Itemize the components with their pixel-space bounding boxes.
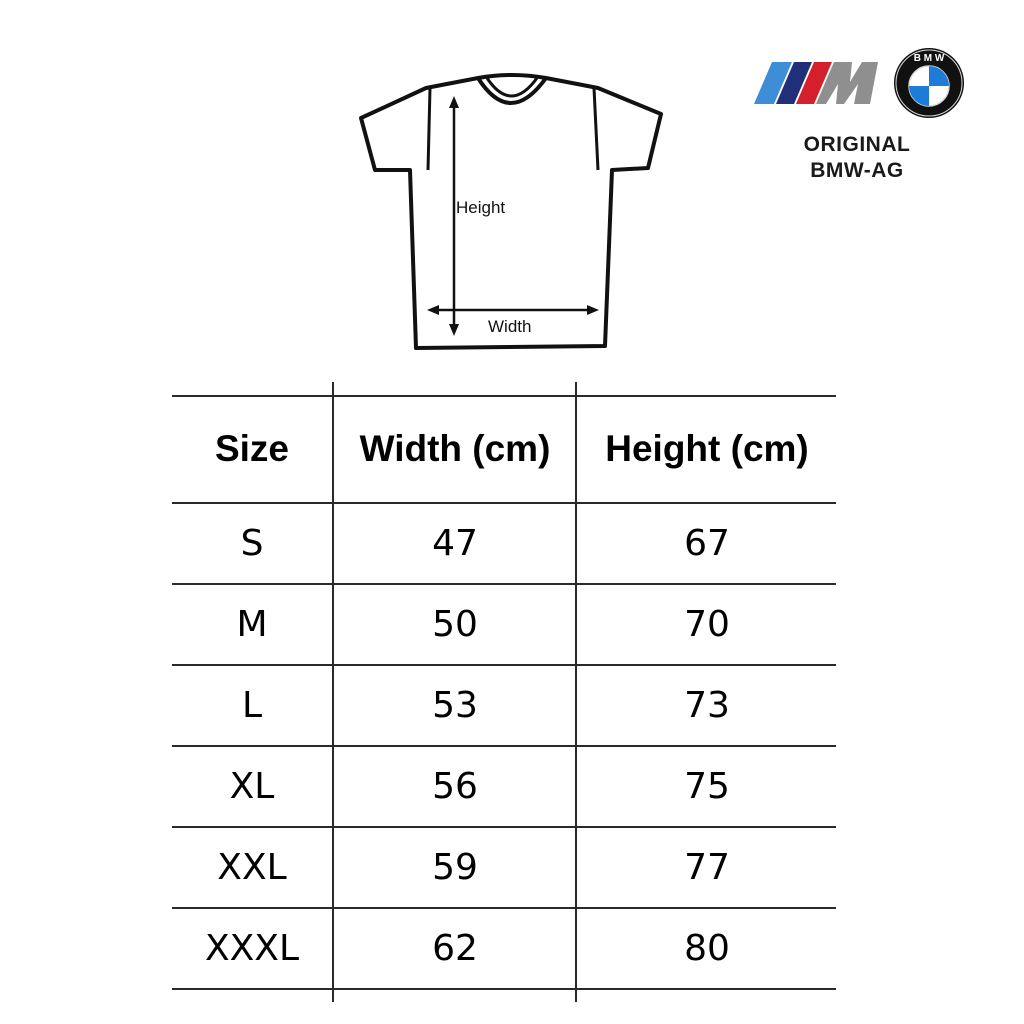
brand-line-bmw-ag: BMW-AG bbox=[810, 159, 904, 182]
size-cell: L bbox=[241, 685, 263, 726]
size-cell: M bbox=[236, 604, 268, 645]
size-chart-table bbox=[172, 382, 836, 1002]
header-width: Width (cm) bbox=[359, 428, 551, 469]
height-cell: 70 bbox=[684, 604, 730, 645]
brand-text bbox=[748, 132, 966, 184]
bmw-m-logo bbox=[752, 60, 878, 106]
brand-logos bbox=[748, 44, 970, 190]
svg-text:B M W: B M W bbox=[913, 53, 945, 64]
height-cell: 75 bbox=[684, 766, 730, 807]
width-cell: 62 bbox=[432, 928, 478, 969]
height-arrow-label: Height bbox=[456, 198, 506, 217]
tshirt-outline-diagram bbox=[350, 66, 674, 358]
width-cell: 59 bbox=[432, 847, 478, 888]
width-cell: 56 bbox=[432, 766, 478, 807]
width-cell: 50 bbox=[432, 604, 478, 645]
bmw-roundel-logo bbox=[892, 46, 966, 120]
brand-line-original: ORIGINAL bbox=[803, 133, 911, 156]
height-cell: 73 bbox=[684, 685, 730, 726]
header-height: Height (cm) bbox=[605, 428, 809, 469]
size-cell: XXL bbox=[217, 847, 287, 888]
height-cell: 67 bbox=[684, 523, 730, 564]
size-cell: S bbox=[240, 523, 264, 564]
size-cell: XL bbox=[229, 766, 275, 807]
width-cell: 47 bbox=[432, 523, 478, 564]
size-cell: XXXL bbox=[204, 928, 300, 969]
header-size: Size bbox=[214, 428, 290, 469]
width-cell: 53 bbox=[432, 685, 478, 726]
height-cell: 80 bbox=[684, 928, 730, 969]
height-cell: 77 bbox=[684, 847, 730, 888]
width-arrow-label: Width bbox=[488, 317, 532, 336]
